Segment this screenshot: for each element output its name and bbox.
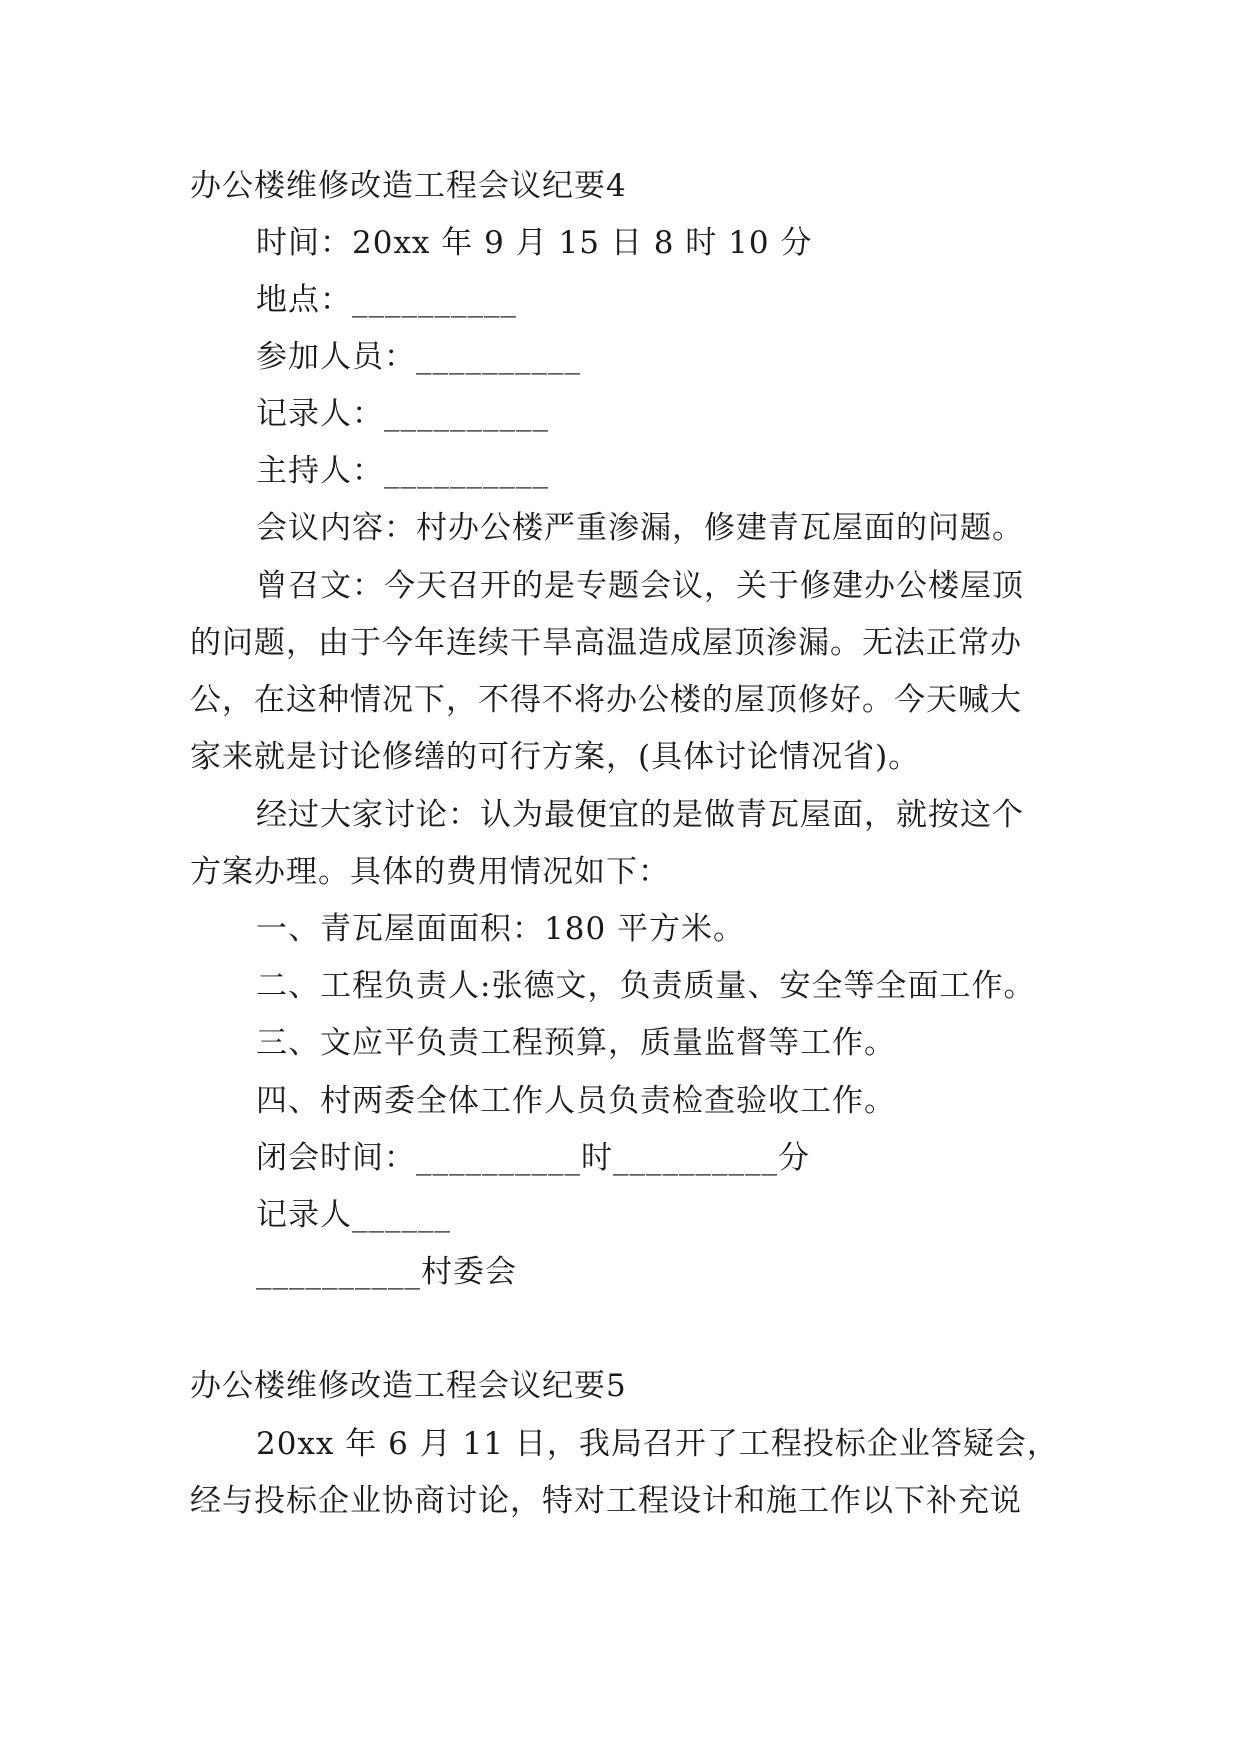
list-item: 二、工程负责人:张德文，负责质量、安全等全面工作。	[256, 968, 1036, 1004]
list-item: 三、文应平负责工程预算，质量监督等工作。	[256, 1025, 896, 1061]
meeting-attendees: 参加人员：__________	[256, 339, 581, 375]
section5-title: 办公楼维修改造工程会议纪要5	[190, 1368, 627, 1404]
list-item: 四、村两委全体工作人员负责检查验收工作。	[256, 1083, 896, 1119]
paragraph-line: 经与投标企业协商讨论，特对工程设计和施工作以下补充说	[190, 1483, 1022, 1519]
paragraph-line: 公，在这种情况下，不得不将办公楼的屋顶修好。今天喊大	[190, 682, 1022, 718]
paragraph-line: 经过大家讨论：认为最便宜的是做青瓦屋面，就按这个	[256, 797, 1024, 833]
meeting-content: 会议内容：村办公楼严重渗漏，修建青瓦屋面的问题。	[256, 510, 1024, 546]
meeting-recorder: 记录人：__________	[256, 396, 549, 432]
meeting-place: 地点：__________	[256, 282, 517, 318]
paragraph-line: 20xx 年 6 月 11 日，我局召开了工程投标企业答疑会，	[256, 1426, 1059, 1462]
committee-signature: __________村委会	[256, 1254, 517, 1290]
recorder-signature: 记录人______	[256, 1197, 451, 1233]
close-time: 闭会时间：__________时__________分	[256, 1140, 810, 1176]
meeting-time: 时间：20xx 年 9 月 15 日 8 时 10 分	[256, 225, 813, 261]
list-item: 一、青瓦屋面面积：180 平方米。	[256, 911, 746, 947]
meeting-host: 主持人：__________	[256, 453, 549, 489]
paragraph-line: 方案办理。具体的费用情况如下：	[190, 854, 670, 890]
section4-title: 办公楼维修改造工程会议纪要4	[190, 168, 627, 204]
paragraph-line: 的问题，由于今年连续干旱高温造成屋顶渗漏。无法正常办	[190, 625, 1022, 661]
paragraph-line: 家来就是讨论修缮的可行方案，(具体讨论情况省)。	[190, 739, 921, 775]
paragraph-line: 曾召文：今天召开的是专题会议，关于修建办公楼屋顶	[256, 568, 1024, 604]
